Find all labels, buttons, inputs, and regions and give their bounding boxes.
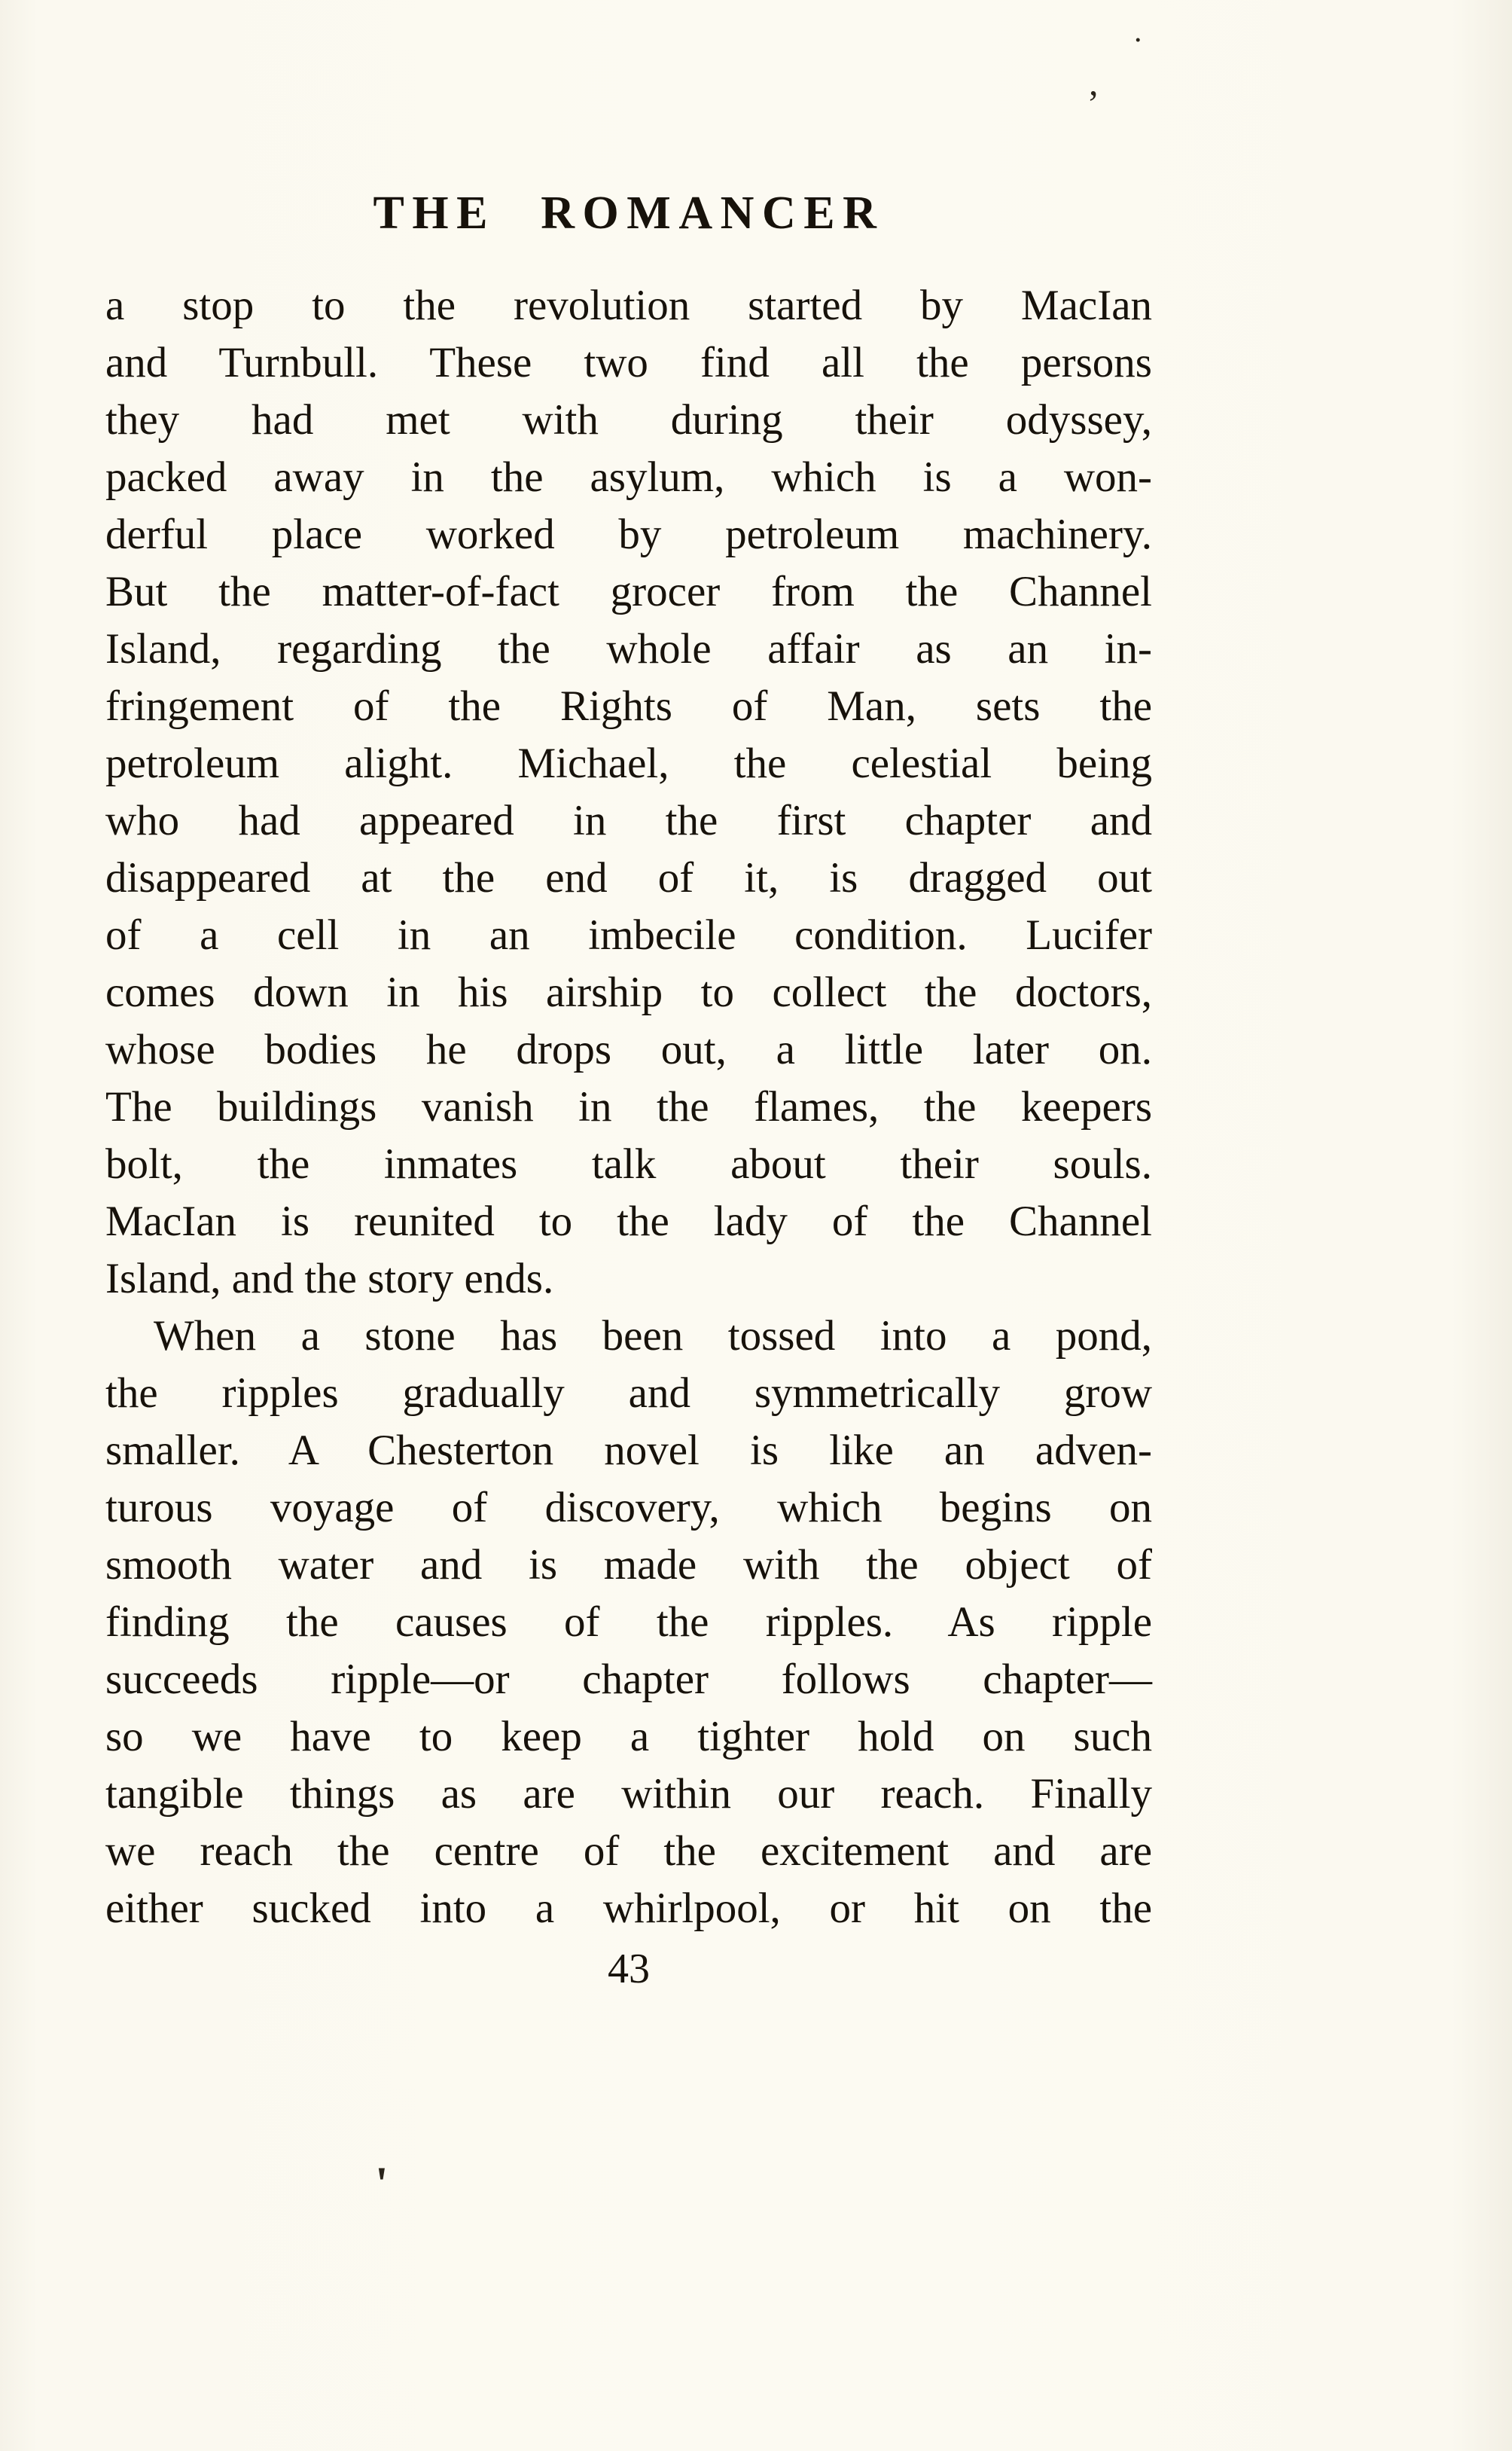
- scan-artifact-comma: ,: [1089, 61, 1099, 103]
- text-line: a stop to the revolution started by MacIan: [105, 282, 1152, 329]
- text-line: tangible things as are within our reach. Finally: [105, 1770, 1152, 1818]
- text-line: Island, regarding the whole affair as an in-: [105, 625, 1152, 673]
- text-line: and Turnbull. These two find all the persons: [105, 339, 1152, 386]
- text-line: petroleum alight. Michael, the celestial being: [105, 740, 1152, 787]
- text-line: we reach the centre of the excitement and are: [105, 1827, 1152, 1875]
- text-line: turous voyage of discovery, which begins on: [105, 1484, 1152, 1531]
- text-line: MacIan is reunited to the lady of the Channel: [105, 1198, 1152, 1245]
- text-line: But the matter-of-fact grocer from the Channel: [105, 568, 1152, 615]
- text-line: the ripples gradually and symmetrically grow: [105, 1369, 1152, 1417]
- text-line: disappeared at the end of it, is dragged out: [105, 854, 1152, 902]
- text-line: smaller. A Chesterton novel is like an adven-: [105, 1427, 1152, 1474]
- text-line: When a stone has been tossed into a pond,: [154, 1312, 1152, 1360]
- text-line: so we have to keep a tighter hold on such: [105, 1713, 1152, 1760]
- page-number: 43: [608, 1946, 650, 1992]
- scan-artifact-dot: .: [1134, 14, 1142, 49]
- text-line: of a cell in an imbecile condition. Lucifer: [105, 911, 1152, 959]
- text-line: comes down in his airship to collect the doctors,: [105, 969, 1152, 1016]
- text-line: either sucked into a whirlpool, or hit on the: [105, 1885, 1152, 1932]
- page-title: THE ROMANCER: [373, 188, 885, 239]
- text-line: they had met with during their odyssey,: [105, 396, 1152, 444]
- scan-artifact-tick: ': [375, 2156, 389, 2210]
- text-line: whose bodies he drops out, a little later on.: [105, 1026, 1152, 1073]
- text-line: who had appeared in the first chapter and: [105, 797, 1152, 844]
- text-line: bolt, the inmates talk about their souls.: [105, 1140, 1152, 1188]
- text-line: succeeds ripple—or chapter follows chapter—: [105, 1656, 1152, 1703]
- text-line: The buildings vanish in the flames, the keepers: [105, 1083, 1152, 1131]
- text-line: Island, and the story ends.: [105, 1255, 554, 1302]
- text-line: fringement of the Rights of Man, sets the: [105, 682, 1152, 730]
- text-line: smooth water and is made with the object of: [105, 1541, 1152, 1589]
- text-line: derful place worked by petroleum machinery.: [105, 511, 1152, 558]
- text-line: finding the causes of the ripples. As ripple: [105, 1598, 1152, 1646]
- text-line: packed away in the asylum, which is a won-: [105, 453, 1152, 501]
- text-block: [105, 277, 1152, 1937]
